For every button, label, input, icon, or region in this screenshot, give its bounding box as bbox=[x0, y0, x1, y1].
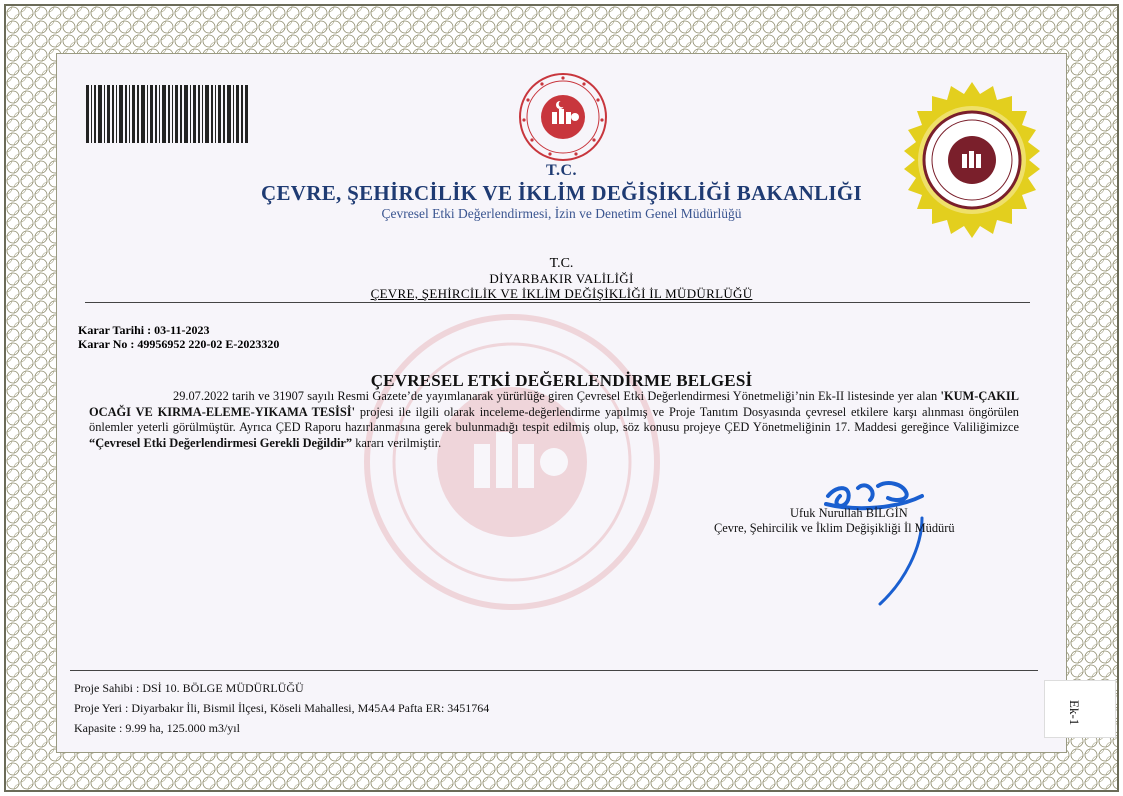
certificate-body bbox=[89, 389, 1019, 451]
project-capacity: Kapasite : 9.99 ha, 125.000 m3/yıl bbox=[74, 721, 240, 735]
decision-number: Karar No : 49956952 220-02 E-2023320 bbox=[78, 337, 280, 351]
project-owner: Proje Sahibi : DSİ 10. BÖLGE MÜDÜRLÜĞÜ bbox=[74, 681, 304, 695]
project-location: Proje Yeri : Diyarbakır İli, Bismil İlçesi, Köseli Mahallesi, M45A4 Pafta ER: 3451764 bbox=[74, 701, 490, 715]
watermark-seal-icon bbox=[362, 312, 662, 612]
barcode bbox=[86, 85, 248, 143]
decision-date: Karar Tarihi : 03-11-2023 bbox=[78, 323, 210, 337]
ministry-name: ÇEVRE, ŞEHİRCİLİK VE İKLİM DEĞİŞİKLİĞİ BAKANLIĞI bbox=[261, 181, 862, 205]
header-divider bbox=[85, 302, 1030, 303]
directorate-name: Çevresel Etki Değerlendirmesi, İzin ve Denetim Genel Müdürlüğü bbox=[381, 206, 742, 221]
signatory-title: Çevre, Şehircilik ve İklim Değişikliği İl Müdürü bbox=[714, 521, 955, 535]
governorship-tc: T.C. bbox=[549, 256, 574, 271]
project-name: 'KUM-ÇAKIL OCAĞI VE KIRMA-ELEME-YIKAMA TESİSİ' bbox=[89, 389, 1019, 419]
body-part-3: kararı verilmiştir. bbox=[352, 435, 442, 450]
ministry-seal-icon bbox=[518, 72, 608, 162]
body-part-2: projesi ile ilgili olarak inceleme-değerlendirme yapılmış ve Proje Tanıtım Dosyasında çevresel etkilere karşı alınması öngörülen önlemler yeterli görülmüştür. Ayrıca ÇED Raporu hazırlanmasına gerek bulunmadığı tespit edilmiş olup, söz konusu projeye ÇED Yönetmeliğinin 17. Maddesi gereğince Valiliğimizce bbox=[89, 404, 1019, 434]
footer-divider bbox=[70, 670, 1038, 671]
verdict: “Çevresel Etki Değerlendirmesi Gerekli Değildir” bbox=[89, 435, 353, 450]
signatory-name: Ufuk Nurullah BİLGİN bbox=[790, 506, 908, 520]
annex-label: Ek-1 bbox=[1067, 700, 1082, 726]
provincial-office: ÇEVRE, ŞEHİRCİLİK VE İKLİM DEĞİŞİKLİĞİ İL MÜDÜRLÜĞÜ bbox=[370, 286, 753, 301]
body-part-1: 29.07.2022 tarih ve 31907 sayılı Resmi Gazete’de yayımlanarak yürürlüğe giren Çevresel Etki Değerlendirmesi Yönetmeliği’nin Ek-II listesinde yer alan bbox=[173, 389, 941, 403]
certificate-title: ÇEVRESEL ETKİ DEĞERLENDİRME BELGESİ bbox=[370, 371, 753, 390]
signature-icon bbox=[818, 478, 948, 610]
governorship-name: DİYARBAKIR VALİLİĞİ bbox=[489, 271, 634, 286]
header-tc: T.C. bbox=[545, 162, 578, 179]
